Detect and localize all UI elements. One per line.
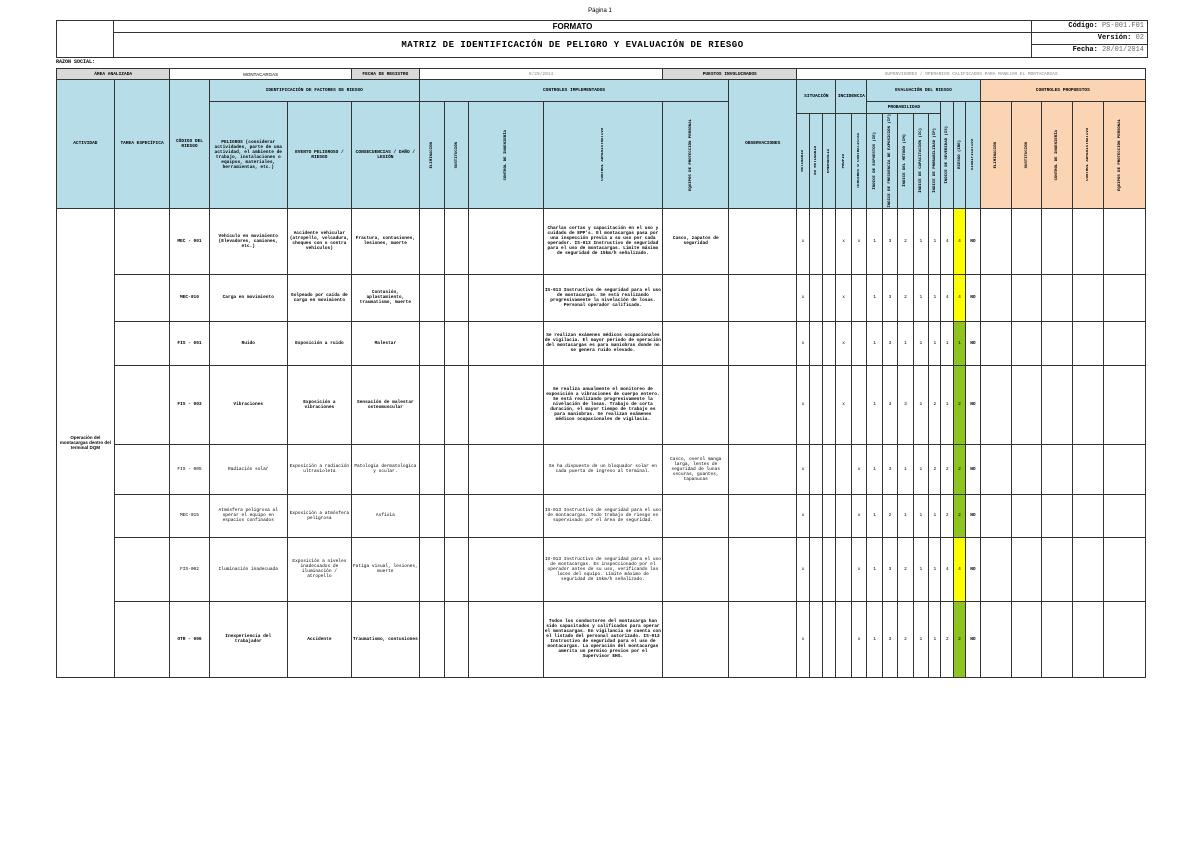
col-tarea: TAREA ESPECÍFICA — [114, 80, 170, 209]
rutinario-cell: x — [797, 494, 809, 537]
propuesto-cell — [980, 208, 1011, 274]
riesgo-value: 2 — [953, 444, 965, 494]
peligro-cell: Vehículo en movimiento (Elevadores, camiones, etc.) — [209, 208, 287, 274]
page-label: Página 1 — [588, 8, 612, 14]
terceros-cell: x — [851, 494, 866, 537]
riesgo-value: 4 — [953, 537, 965, 601]
emergencia-cell — [823, 321, 836, 365]
rutinario-cell: x — [797, 444, 809, 494]
consecuencias-cell: Malestar — [351, 321, 419, 365]
administrativo-cell: Todos los conductores del montacarga han sido capacitados y calificados para operar el montacargas. En vigilancia se cuenta con el listado del personal autorizado. IS-013 Instructivo de seguridad para el uso de montacargas. La operación del montacargas amerita un permiso previos por el Supervisor EHS. — [543, 601, 663, 677]
col-consecuencias: CONSECUENCIAS / DAÑO / LESIÓN — [351, 102, 419, 209]
propuesto-cell — [1011, 444, 1042, 494]
document-title: MATRIZ DE IDENTIFICACIÓN DE PELIGRO Y EVALUACIÓN DE RIESGO — [401, 40, 744, 50]
is-value: 2 — [941, 494, 953, 537]
propuesto-cell — [1104, 601, 1146, 677]
propio-cell: x — [836, 321, 851, 365]
propuesto-cell — [1042, 444, 1073, 494]
ingenieria-cell — [469, 601, 543, 677]
observaciones-cell — [729, 365, 797, 444]
ingenieria-cell — [469, 274, 543, 321]
emergencia-cell — [823, 537, 836, 601]
eliminacion-cell — [419, 494, 444, 537]
ic-value: 1 — [913, 208, 928, 274]
riesgo-value: 4 — [953, 208, 965, 274]
area-label: ÁREA ANALIZADA — [57, 69, 170, 80]
significativo-value: NO — [966, 494, 980, 537]
peligro-cell: Inexperiencia del trabajador — [209, 601, 287, 677]
propio-cell — [836, 601, 851, 677]
emergencia-cell — [823, 208, 836, 274]
riesgo-value: 1 — [953, 321, 965, 365]
evento-cell: Exposición a ruido — [287, 321, 351, 365]
administrativo-cell: Se realizan exámenes médicos ocupacionales de vigilacia. El mayor periodo de operación del montacargas es para maniobras donde no se genera ruido elevado. — [543, 321, 663, 365]
col-administrativo: CONTROL ADMINISTRATIVO — [600, 128, 605, 182]
col-ic: ÍNDICE DE CAPACITACIÓN (IC) — [918, 128, 923, 194]
rutinario-cell: x — [797, 601, 809, 677]
epp-cell — [663, 537, 729, 601]
propuesto-cell — [1104, 321, 1146, 365]
puestos-value: SUPERVISORES / OPERARIOS CALIFICADOS PARA MANEJAR EL MONTACARGAS — [797, 69, 1146, 80]
area-row — [57, 69, 1146, 80]
emergencia-cell — [823, 494, 836, 537]
col-riesgo: RIESGO (IRE) — [957, 140, 962, 170]
im-value: 2 — [898, 274, 913, 321]
if-value: 2 — [882, 494, 897, 537]
table-row — [57, 208, 1146, 274]
table-row — [57, 601, 1146, 677]
peligro-cell: Ruido — [209, 321, 287, 365]
consecuencias-cell: Sensación de malestar osteomuscular — [351, 365, 419, 444]
no-rutinario-cell — [809, 208, 822, 274]
eliminacion-cell — [419, 321, 444, 365]
tarea-cell — [114, 365, 170, 444]
if-value: 3 — [882, 321, 897, 365]
ie-value: 1 — [867, 494, 882, 537]
propuesto-cell — [1073, 537, 1104, 601]
format-label: FORMATO — [114, 21, 1031, 33]
significativo-value: NO — [966, 321, 980, 365]
col-emergencia: EMERGENCIA — [827, 148, 832, 173]
propuesto-cell — [1104, 494, 1146, 537]
terceros-cell — [851, 365, 866, 444]
peligro-cell: Iluminación inadecuada — [209, 537, 287, 601]
area-value: MONTACARGAS — [170, 69, 351, 80]
col-situacion: SITUACIÓN — [797, 80, 836, 114]
im-value: 2 — [898, 537, 913, 601]
propuesto-cell — [1011, 208, 1042, 274]
peligro-cell: Radiación solar — [209, 444, 287, 494]
eliminacion-cell — [419, 444, 444, 494]
ingenieria-cell — [469, 444, 543, 494]
is-value: 4 — [941, 274, 953, 321]
ingenieria-cell — [469, 365, 543, 444]
col-controles: CONTROLES IMPLEMENTADOS — [419, 80, 728, 102]
ip-value: 1 — [929, 601, 941, 677]
administrativo-cell: IS-013 Instructivo de seguridad para el uso de montacargas. Se está realizando progresivamente la nivelación de losas. Personal operador calificado. — [543, 274, 663, 321]
risk-code: OTR - 006 — [170, 601, 209, 677]
razon-social-label: RAZON SOCIAL: — [56, 59, 96, 65]
evento-cell: Accidente vehicular (atropello, volcadura, choques con o contra vehículos) — [287, 208, 351, 274]
risk-code: MEC-015 — [170, 494, 209, 537]
col-evento: EVENTO PELIGROSO / RIESGO — [287, 102, 351, 209]
ip-value: 1 — [929, 537, 941, 601]
tarea-cell — [114, 208, 170, 274]
col-no-rutinario: NO RUTINARIO — [813, 146, 818, 176]
if-value: 3 — [882, 274, 897, 321]
no-rutinario-cell — [809, 494, 822, 537]
administrativo-cell: Charlas cortas y capacitación en el uso y cuidado de EPP's. El montacargas pasa por una inspección previa a su uso por cada operador. IS-013 Instructivo de seguridad para el uso de montacargas. Límite máximo de seguridad de 15km/h señalizado. — [543, 208, 663, 274]
ie-value: 1 — [867, 444, 882, 494]
risk-code: FIS - 001 — [170, 321, 209, 365]
tarea-cell — [114, 601, 170, 677]
table-row — [57, 274, 1146, 321]
terceros-cell: x — [851, 444, 866, 494]
ip-value: 1 — [929, 274, 941, 321]
propuesto-cell — [1042, 601, 1073, 677]
col-actividad: ACTIVIDAD — [57, 80, 115, 209]
propuesto-cell — [980, 444, 1011, 494]
riesgo-value: 2 — [953, 365, 965, 444]
col-ip: ÍNDICE DE PROBABILIDAD (IP) — [932, 128, 937, 194]
sustitucion-cell — [444, 601, 469, 677]
propuesto-cell — [1042, 365, 1073, 444]
no-rutinario-cell — [809, 274, 822, 321]
riesgo-value: 2 — [953, 601, 965, 677]
no-rutinario-cell — [809, 444, 822, 494]
ic-value: 1 — [913, 274, 928, 321]
propuesto-cell — [1073, 321, 1104, 365]
rutinario-cell: x — [797, 321, 809, 365]
rutinario-cell: x — [797, 365, 809, 444]
is-value: 4 — [941, 537, 953, 601]
im-value: 2 — [898, 208, 913, 274]
epp-cell — [663, 494, 729, 537]
sustitucion-cell — [444, 365, 469, 444]
risk-code: FIS - 005 — [170, 444, 209, 494]
puestos-label: PUESTOS INVOLUCRADOS — [663, 69, 797, 80]
version-field: Versión: 02 — [1032, 33, 1148, 45]
ic-value: 1 — [913, 494, 928, 537]
if-value: 3 — [882, 444, 897, 494]
ic-value: 1 — [913, 365, 928, 444]
if-value: 3 — [882, 537, 897, 601]
emergencia-cell — [823, 601, 836, 677]
im-value: 2 — [898, 601, 913, 677]
propuesto-cell — [1011, 365, 1042, 444]
propuesto-cell — [1073, 365, 1104, 444]
table-row — [57, 444, 1146, 494]
consecuencias-cell: Patologia dermatologica y ocular. — [351, 444, 419, 494]
code-field: Código: PS-001.F01 — [1032, 21, 1148, 33]
propuesto-cell — [1011, 274, 1042, 321]
ie-value: 1 — [867, 365, 882, 444]
fecha-label: FECHA DE REGISTRO — [351, 69, 419, 80]
col-prop-ingenieria: CONTROL DE INGENIERÍA — [1055, 129, 1060, 181]
col-prop-epp: EQUIPOS DE PROTECCIÓN PERSONAL — [1117, 118, 1122, 191]
propuesto-cell — [1042, 494, 1073, 537]
ip-value: 1 — [929, 208, 941, 274]
observaciones-cell — [729, 494, 797, 537]
sustitucion-cell — [444, 274, 469, 321]
significativo-value: NO — [966, 365, 980, 444]
terceros-cell: x — [851, 601, 866, 677]
consecuencias-cell: Contusión, aplastamiento, traumatismo, muerte — [351, 274, 419, 321]
sustitucion-cell — [444, 537, 469, 601]
col-prop-sustitucion: SUSTITUCIÓN — [1024, 141, 1029, 169]
propuesto-cell — [1073, 208, 1104, 274]
document-header — [56, 20, 1148, 58]
eliminacion-cell — [419, 537, 444, 601]
col-prop-administrativo: CONTROL ADMINISTRATIVO — [1086, 128, 1091, 182]
col-probabilidad: PROBABILIDAD — [867, 102, 941, 114]
consecuencias-cell: Traumatismo, contusiones — [351, 601, 419, 677]
ic-value: 1 — [913, 537, 928, 601]
epp-cell — [663, 274, 729, 321]
propuesto-cell — [1073, 274, 1104, 321]
ingenieria-cell — [469, 537, 543, 601]
no-rutinario-cell — [809, 365, 822, 444]
administrativo-cell: IS-013 Instructivo de seguridad para el uso de montacargas. Todo trabajo de riesgo es supervisado por el área de seguridad. — [543, 494, 663, 537]
ie-value: 1 — [867, 321, 882, 365]
is-value: 2 — [941, 601, 953, 677]
col-terceros: TERCEROS O CONTRATISTAS — [857, 133, 862, 189]
ic-value: 1 — [913, 601, 928, 677]
significativo-value: NO — [966, 537, 980, 601]
no-rutinario-cell — [809, 601, 822, 677]
evento-cell: Accidente — [287, 601, 351, 677]
ie-value: 1 — [867, 274, 882, 321]
im-value: 1 — [898, 494, 913, 537]
tarea-cell — [114, 494, 170, 537]
emergencia-cell — [823, 365, 836, 444]
propuesto-cell — [1073, 444, 1104, 494]
propuesto-cell — [980, 321, 1011, 365]
is-value: 1 — [941, 321, 953, 365]
emergencia-cell — [823, 274, 836, 321]
col-ingenieria: CONTROL DE INGENIERÍA — [503, 129, 508, 181]
propuesto-cell — [1073, 601, 1104, 677]
significativo-value: NO — [966, 274, 980, 321]
rutinario-cell: x — [797, 208, 809, 274]
terceros-cell — [851, 274, 866, 321]
risk-code: MEC-010 — [170, 274, 209, 321]
propuesto-cell — [1011, 321, 1042, 365]
consecuencias-cell: Asfixia — [351, 494, 419, 537]
risk-code: FIS - 003 — [170, 365, 209, 444]
sustitucion-cell — [444, 494, 469, 537]
is-value: 2 — [941, 444, 953, 494]
col-epp: EQUIPOS DE PROTECCIÓN PERSONAL — [688, 118, 693, 191]
terceros-cell — [851, 321, 866, 365]
eliminacion-cell — [419, 208, 444, 274]
if-value: 3 — [882, 601, 897, 677]
date-field: Fecha: 28/01/2014 — [1072, 46, 1144, 54]
risk-matrix-table — [56, 68, 1146, 678]
col-significativo: SIGNIFICATIVO — [970, 139, 975, 171]
if-value: 3 — [882, 208, 897, 274]
evento-cell: Exposición a niveles inadecuados de iluminación / atropello — [287, 537, 351, 601]
ingenieria-cell — [469, 321, 543, 365]
im-value: 1 — [898, 444, 913, 494]
ic-value: 1 — [913, 444, 928, 494]
is-value: 4 — [941, 208, 953, 274]
no-rutinario-cell — [809, 537, 822, 601]
propuesto-cell — [1104, 274, 1146, 321]
col-observaciones: OBSERVACIONES — [729, 80, 797, 209]
propuesto-cell — [1104, 208, 1146, 274]
document-meta — [1031, 21, 1148, 57]
propio-cell: x — [836, 208, 851, 274]
col-propio: PROPIO — [841, 153, 846, 169]
risk-code: FIS-002 — [170, 537, 209, 601]
sustitucion-cell — [444, 208, 469, 274]
terceros-cell: x — [851, 537, 866, 601]
tarea-cell — [114, 274, 170, 321]
ip-value: 2 — [929, 444, 941, 494]
propio-cell — [836, 494, 851, 537]
table-row — [57, 494, 1146, 537]
administrativo-cell: IS-013 Instructivo de seguridad para el uso de montacargas. Es inspeccionado por el operador antes de su uso, verificando las luces del equipo. Límite máximo de seguridad de 15km/h señalizado. — [543, 537, 663, 601]
sustitucion-cell — [444, 321, 469, 365]
epp-cell — [663, 601, 729, 677]
table-row — [57, 365, 1146, 444]
evento-cell: Exposición a atmósfera peligrosa — [287, 494, 351, 537]
tarea-cell — [114, 537, 170, 601]
col-incidencia: INCIDENCIA — [836, 80, 867, 114]
table-row — [57, 537, 1146, 601]
propio-cell: x — [836, 365, 851, 444]
observaciones-cell — [729, 274, 797, 321]
consecuencias-cell: Fatiga visual, lesiones, muerte — [351, 537, 419, 601]
col-ie: ÍNDICE DE EXPUESTOS (IE) — [872, 132, 877, 190]
sustitucion-cell — [444, 444, 469, 494]
terceros-cell: x — [851, 208, 866, 274]
peligro-cell: Carga en movimiento — [209, 274, 287, 321]
propuesto-cell — [1011, 601, 1042, 677]
propuesto-cell — [1011, 537, 1042, 601]
ie-value: 1 — [867, 208, 882, 274]
ie-value: 1 — [867, 537, 882, 601]
propuesto-cell — [980, 537, 1011, 601]
propuesto-cell — [1104, 537, 1146, 601]
propio-cell — [836, 537, 851, 601]
rutinario-cell: x — [797, 274, 809, 321]
epp-cell — [663, 321, 729, 365]
ingenieria-cell — [469, 494, 543, 537]
propio-cell: x — [836, 274, 851, 321]
col-if: ÍNDICE DE FRECUENCIA DE EXPOSICIÓN (IF) — [887, 114, 892, 208]
im-value: 1 — [898, 321, 913, 365]
risk-code: MEC - 001 — [170, 208, 209, 274]
tarea-cell — [114, 321, 170, 365]
propuesto-cell — [1104, 365, 1146, 444]
propuesto-cell — [980, 601, 1011, 677]
peligro-cell: Vibraciones — [209, 365, 287, 444]
propuesto-cell — [1042, 321, 1073, 365]
propuesto-cell — [980, 365, 1011, 444]
eliminacion-cell — [419, 601, 444, 677]
propio-cell — [836, 444, 851, 494]
propuesto-cell — [1042, 274, 1073, 321]
propuesto-cell — [1011, 494, 1042, 537]
col-im: ÍNDICE DEL MÉTODO (IM) — [903, 134, 908, 188]
ip-value: 1 — [929, 494, 941, 537]
eliminacion-cell — [419, 365, 444, 444]
logo-box — [57, 21, 114, 57]
rutinario-cell: x — [797, 537, 809, 601]
col-codigo: CÓDIGO DEL RIESGO — [170, 80, 209, 209]
riesgo-value: 4 — [953, 274, 965, 321]
propuesto-cell — [1073, 494, 1104, 537]
riesgo-value: 2 — [953, 494, 965, 537]
col-is: ÍNDICE DE SEVERIDAD (IS) — [945, 126, 950, 184]
col-evaluacion: EVALUACIÓN DEL RIESGO — [867, 80, 980, 102]
observaciones-cell — [729, 208, 797, 274]
evento-cell: Exposición a radiación ultravioleta — [287, 444, 351, 494]
epp-cell: Casco, overol manga larga, lentes de seguridad de lunas oscuras, guantes, tapanucas — [663, 444, 729, 494]
col-eliminacion: ELIMINACIÓN — [429, 141, 434, 169]
table-row — [57, 321, 1146, 365]
observaciones-cell — [729, 444, 797, 494]
significativo-value: NO — [966, 444, 980, 494]
ingenieria-cell — [469, 208, 543, 274]
col-peligros: PELIGROS (considerar actividades, parte de una actividad, el ambiente de trabajo, instalaciones o equipos, materiales, herramientas, etc.) — [209, 102, 287, 209]
tarea-cell — [114, 444, 170, 494]
ip-value: 2 — [929, 365, 941, 444]
is-value: 1 — [941, 365, 953, 444]
emergencia-cell — [823, 444, 836, 494]
propuesto-cell — [1042, 208, 1073, 274]
col-sustitucion: SUSTITUCIÓN — [454, 141, 459, 169]
significativo-value: NO — [966, 208, 980, 274]
activity-cell: Operación del montacargas dentro del terminal DQM — [57, 208, 115, 677]
observaciones-cell — [729, 537, 797, 601]
significativo-value: NO — [966, 601, 980, 677]
im-value: 3 — [898, 365, 913, 444]
ie-value: 1 — [867, 601, 882, 677]
fecha-value: 8/29/2014 — [419, 69, 662, 80]
peligro-cell: Atmósfera peligrosa al operar el equipo en espacios confinados — [209, 494, 287, 537]
eliminacion-cell — [419, 274, 444, 321]
ic-value: 1 — [913, 321, 928, 365]
ip-value: 1 — [929, 321, 941, 365]
col-rutinario: RUTINARIO — [800, 150, 805, 172]
col-prop-eliminacion: ELIMINACIÓN — [993, 141, 998, 169]
evento-cell: Golpeado por caída de carga en movimiento — [287, 274, 351, 321]
no-rutinario-cell — [809, 321, 822, 365]
epp-cell: Casco, zapatos de seguridad — [663, 208, 729, 274]
if-value: 3 — [882, 365, 897, 444]
col-propuestos: CONTROLES PROPUESTOS — [980, 80, 1145, 102]
administrativo-cell: Se realiza anualmente el monitoreo de exposición a vibraciones de cuerpo entero. Se está realizando progresivamente la nivelación de losas. Trabajo de corta duración, el mayor tiempo de trabajo es para maniobras. Se realizan exámenes médicos ocupacionales de vigilacia. — [543, 365, 663, 444]
evento-cell: Exposición a vibraciones — [287, 365, 351, 444]
consecuencias-cell: Fractura, contusiones, lesiones, muerte — [351, 208, 419, 274]
observaciones-cell — [729, 321, 797, 365]
propuesto-cell — [980, 494, 1011, 537]
propuesto-cell — [1104, 444, 1146, 494]
epp-cell — [663, 365, 729, 444]
propuesto-cell — [1042, 537, 1073, 601]
administrativo-cell: Se ha dispuesto de un bloquador solar en cada puerta de ingreso al terminal. — [543, 444, 663, 494]
observaciones-cell — [729, 601, 797, 677]
col-id-factores: IDENTIFICACIÓN DE FACTORES DE RIESGO — [209, 80, 419, 102]
propuesto-cell — [980, 274, 1011, 321]
